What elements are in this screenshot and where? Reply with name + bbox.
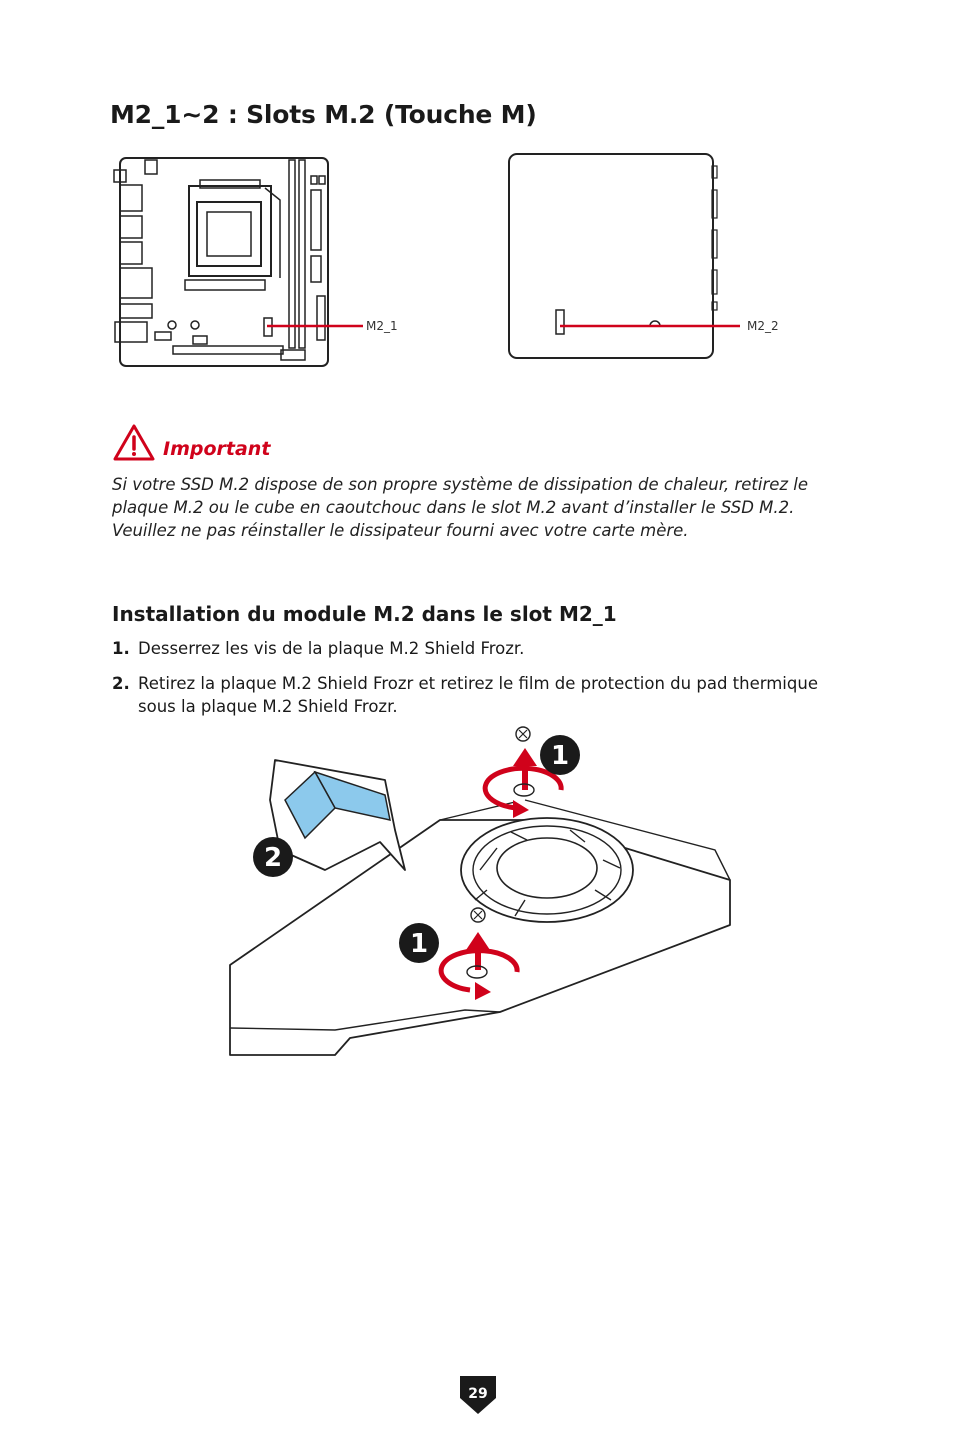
badge-text: 1 [550, 741, 570, 771]
step-number: 1. [112, 639, 130, 658]
page-number: 29 [468, 1386, 488, 1402]
badge-text: 1 [409, 929, 429, 959]
step-badge-1-bottom [396, 920, 442, 966]
label-m2-2: M2_2 [747, 319, 779, 333]
step-badge-2 [250, 834, 296, 880]
page-title: M2_1~2 : Slots M.2 (Touche M) [110, 100, 537, 129]
label-m2-1: M2_1 [366, 319, 398, 333]
page-number-badge [458, 1372, 498, 1416]
important-title: Important [163, 438, 271, 460]
section-title: Installation du module M.2 dans le slot M2_1 [112, 602, 617, 626]
badge-text: 2 [263, 843, 283, 873]
step-text: Desserrez les vis de la plaque M.2 Shield Frozr. [138, 639, 525, 658]
motherboard-diagram [105, 150, 425, 375]
step-badge-1-top [537, 732, 583, 778]
step-2 [112, 672, 852, 718]
motherboard-back-diagram [500, 150, 740, 365]
m2-shield-illustration [225, 720, 745, 1060]
important-text: Si votre SSD M.2 dispose de son propre système de dissipation de chaleur, retirez le plaque M.2 ou le cube en caoutchouc dans le slot M.2 avant d’installer le SSD M.2. Veuillez ne pas réinstaller le dissipateur fourni avec votre carte mère. [112, 475, 809, 540]
step-number: 2. [112, 674, 130, 693]
step-1 [112, 637, 852, 660]
warning-icon [112, 423, 156, 463]
step-text: Retirez la plaque M.2 Shield Frozr et retirez le film de protection du pad thermique sous la plaque M.2 Shield Frozr. [138, 674, 818, 716]
